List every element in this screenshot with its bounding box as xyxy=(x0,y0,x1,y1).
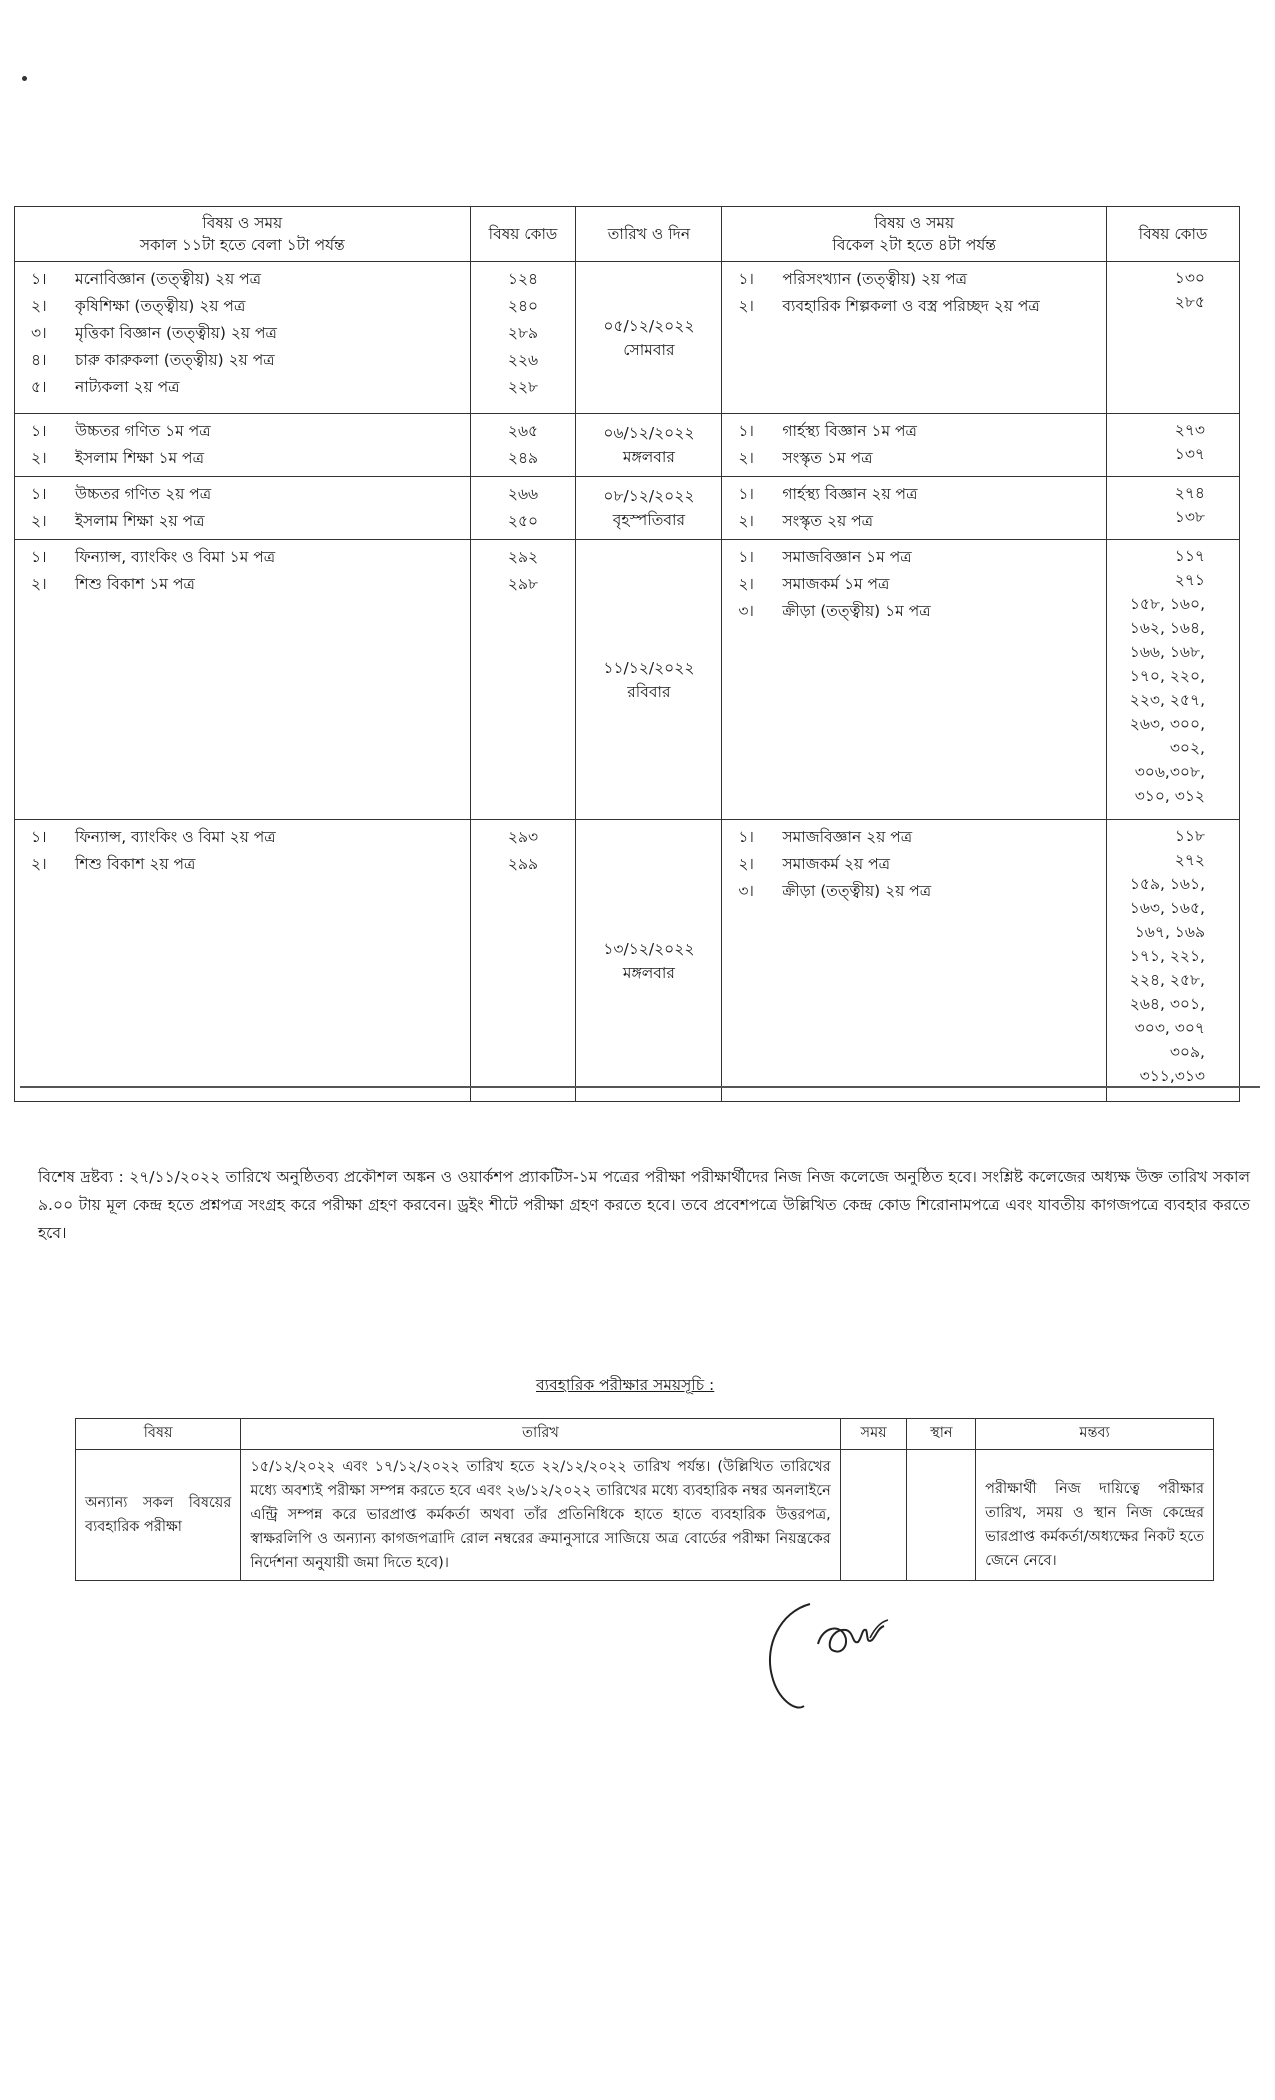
subject-name: শিশু বিকাশ ২য় পত্র xyxy=(75,854,196,873)
subject-code: ৩০৯, xyxy=(1169,1043,1205,1061)
item-number: ১। xyxy=(738,421,754,440)
subject-code: ২৯৩ xyxy=(507,828,539,846)
subject-code: ২৪৯ xyxy=(507,449,539,467)
scan-speck xyxy=(22,76,27,81)
header-code-left: বিষয় কোড xyxy=(470,207,576,262)
subject-code: ১১৭ xyxy=(1174,547,1205,565)
exam-date-cell xyxy=(576,477,722,540)
afternoon-subject-item xyxy=(722,293,1106,320)
item-number: ২। xyxy=(31,296,47,315)
schedule-row xyxy=(15,262,1240,414)
exam-day: রবিবার xyxy=(627,682,671,701)
exam-date: ১৩/১২/২০২২ xyxy=(603,939,695,958)
subject-name: ইসলাম শিক্ষা ২য় পত্র xyxy=(75,511,205,530)
subject-code: ১৩৮ xyxy=(1174,508,1205,526)
practical-exam-table xyxy=(75,1418,1214,1581)
item-number: ১। xyxy=(31,484,47,503)
item-number: ২। xyxy=(31,511,47,530)
subject-name: সংস্কৃত ১ম পত্র xyxy=(782,448,873,467)
subject-code: ৩১০, ৩১২ xyxy=(1134,787,1205,805)
morning-codes-cell xyxy=(470,540,576,820)
practical-time xyxy=(840,1450,907,1581)
item-number: ২। xyxy=(31,448,47,467)
subject-code: ২২৪, ২৫৮, xyxy=(1129,971,1205,989)
afternoon-subjects-cell xyxy=(722,262,1107,414)
morning-subject-item xyxy=(15,418,470,445)
subject-name: সমাজবিজ্ঞান ২য় পত্র xyxy=(782,827,913,846)
exam-date-cell xyxy=(576,540,722,820)
subject-code: ১৩০ xyxy=(1174,269,1205,287)
item-number: ১। xyxy=(738,484,754,503)
subject-name: উচ্চতর গণিত ১ম পত্র xyxy=(75,421,211,440)
subject-name: সমাজকর্ম ২য় পত্র xyxy=(782,854,890,873)
morning-subjects-cell xyxy=(15,262,471,414)
theory-exam-schedule-table xyxy=(14,206,1240,1102)
item-number: ১। xyxy=(31,421,47,440)
practical-header-date: তারিখ xyxy=(241,1419,840,1450)
header-afternoon-time: বিকেল ২টা হতে ৪টা পর্যন্ত xyxy=(832,236,996,254)
subject-code: ২৬৫ xyxy=(507,422,539,440)
item-number: ২। xyxy=(738,296,754,315)
subject-code: ২৯৮ xyxy=(507,575,539,593)
item-number: ২। xyxy=(31,854,47,873)
subject-name: ক্রীড়া (তত্ত্বীয়) ২য় পত্র xyxy=(782,881,932,900)
exam-day: বৃহস্পতিবার xyxy=(612,511,686,529)
afternoon-subjects-cell xyxy=(722,540,1107,820)
subject-code: ১৭০, ২২০, xyxy=(1129,667,1205,685)
morning-subject-item xyxy=(15,266,470,293)
header-afternoon-subject: বিষয় ও সময় xyxy=(874,214,955,232)
afternoon-codes-cell xyxy=(1107,540,1240,820)
header-morning-subject: বিষয় ও সময় xyxy=(202,214,283,232)
morning-subject-item xyxy=(15,508,470,535)
subject-code: ৩০৩, ৩০৭ xyxy=(1134,1019,1205,1037)
subject-code: ২৪০ xyxy=(507,297,539,315)
header-code-right: বিষয় কোড xyxy=(1107,207,1240,262)
item-number: ১। xyxy=(738,547,754,566)
item-number: ১। xyxy=(31,827,47,846)
subject-code: ২৬৪, ৩০১, xyxy=(1129,995,1205,1013)
subject-code: ১২৪ xyxy=(507,270,539,288)
exam-date-cell xyxy=(576,262,722,414)
subject-code: ২৯৯ xyxy=(507,855,539,873)
header-morning-time: সকাল ১১টা হতে বেলা ১টা পর্যন্ত xyxy=(139,236,345,254)
practical-header-row xyxy=(76,1419,1214,1450)
morning-codes-cell xyxy=(470,820,576,1102)
afternoon-subject-item xyxy=(722,851,1106,878)
item-number: ৪। xyxy=(31,350,47,369)
header-date-day: তারিখ ও দিন xyxy=(576,207,722,262)
subject-code: ১৫৯, ১৬১, xyxy=(1129,875,1205,893)
table-header-row xyxy=(15,207,1240,262)
practical-header-subject: বিষয় xyxy=(76,1419,241,1450)
item-number: ২। xyxy=(738,854,754,873)
subject-code: ৩১১,৩১৩ xyxy=(1139,1067,1205,1085)
exam-date-cell xyxy=(576,820,722,1102)
subject-name: ইসলাম শিক্ষা ১ম পত্র xyxy=(75,448,204,467)
morning-subjects-cell xyxy=(15,540,471,820)
subject-name: ফিন্যান্স, ব্যাংকিং ও বিমা ২য় পত্র xyxy=(75,827,276,846)
practical-place xyxy=(907,1450,976,1581)
subject-name: শিশু বিকাশ ১ম পত্র xyxy=(75,574,195,593)
subject-name: চারু কারুকলা (তত্ত্বীয়) ২য় পত্র xyxy=(75,350,275,369)
item-number: ৩। xyxy=(738,881,754,900)
subject-code: ২৯২ xyxy=(507,548,539,566)
practical-remarks: পরীক্ষার্থী নিজ দায়িত্বে পরীক্ষার তারিখ, সময় ও স্থান নিজ কেন্দ্রের ভারপ্রাপ্ত কর্মকর্তা/অধ্যক্ষের নিকট হতে জেনে নেবে। xyxy=(985,1481,1204,1569)
schedule-row xyxy=(15,820,1240,1102)
exam-day: সোমবার xyxy=(623,340,675,359)
morning-subject-item xyxy=(15,824,470,851)
morning-subject-item xyxy=(15,445,470,472)
subject-code: ৩০৬,৩০৮, xyxy=(1134,763,1205,781)
morning-codes-cell xyxy=(470,262,576,414)
item-number: ২। xyxy=(738,511,754,530)
afternoon-codes-cell xyxy=(1107,414,1240,477)
page-divider xyxy=(20,1086,1260,1088)
exam-day: মঙ্গলবার xyxy=(622,963,675,982)
item-number: ৩। xyxy=(738,601,754,620)
morning-subject-item xyxy=(15,481,470,508)
practical-subject: অন্যান্য সকল বিষয়ের ব্যবহারিক পরীক্ষা xyxy=(85,1495,232,1535)
subject-code: ২২৬ xyxy=(507,351,539,369)
exam-date: ১১/১২/২০২২ xyxy=(603,658,695,677)
item-number: ১। xyxy=(738,269,754,288)
signature-image xyxy=(762,1598,912,1718)
practical-subject-cell xyxy=(76,1450,241,1581)
exam-date: ০৬/১২/২০২২ xyxy=(603,424,695,442)
afternoon-codes-cell xyxy=(1107,477,1240,540)
subject-code: ১৭১, ২২১, xyxy=(1129,947,1205,965)
morning-subjects-cell xyxy=(15,414,471,477)
subject-name: পরিসংখ্যান (তত্ত্বীয়) ২য় পত্র xyxy=(782,269,968,288)
subject-code: ২৭৪ xyxy=(1174,484,1205,502)
subject-code: ১৬২, ১৬৪, xyxy=(1129,619,1205,637)
morning-codes-cell xyxy=(470,414,576,477)
morning-subject-item xyxy=(15,347,470,374)
schedule-row xyxy=(15,477,1240,540)
subject-code: ২৮৫ xyxy=(1174,293,1205,311)
item-number: ১। xyxy=(31,269,47,288)
practical-header-time: সময় xyxy=(840,1419,907,1450)
morning-subject-item xyxy=(15,571,470,598)
subject-code: ৩০২, xyxy=(1169,739,1205,757)
subject-code: ২৭২ xyxy=(1174,851,1205,869)
afternoon-subject-item xyxy=(722,445,1106,472)
exam-date-cell xyxy=(576,414,722,477)
schedule-row xyxy=(15,414,1240,477)
subject-name: সংস্কৃত ২য় পত্র xyxy=(782,511,874,530)
exam-date: ০৫/১২/২০২২ xyxy=(603,316,695,335)
subject-code: ১৫৮, ১৬০, xyxy=(1129,595,1205,613)
afternoon-subjects-cell xyxy=(722,820,1107,1102)
subject-code: ২৫০ xyxy=(507,512,539,530)
practical-date-cell xyxy=(241,1450,840,1581)
item-number: ১। xyxy=(31,547,47,566)
afternoon-subjects-cell xyxy=(722,414,1107,477)
subject-code: ২৭৩ xyxy=(1174,421,1205,439)
subject-name: সমাজকর্ম ১ম পত্র xyxy=(782,574,890,593)
item-number: ২। xyxy=(738,574,754,593)
subject-name: ক্রীড়া (তত্ত্বীয়) ১ম পত্র xyxy=(782,601,931,620)
morning-subject-item xyxy=(15,544,470,571)
exam-day: মঙ্গলবার xyxy=(622,448,675,466)
practical-header-remarks: মন্তব্য xyxy=(976,1419,1214,1450)
subject-name: ব্যবহারিক শিল্পকলা ও বস্ত্র পরিচ্ছদ ২য় পত্র xyxy=(782,296,1040,315)
afternoon-subject-item xyxy=(722,266,1106,293)
subject-code: ২৭১ xyxy=(1174,571,1205,589)
afternoon-subject-item xyxy=(722,508,1106,535)
subject-name: নাট্যকলা ২য় পত্র xyxy=(75,377,180,396)
subject-name: উচ্চতর গণিত ২য় পত্র xyxy=(75,484,212,503)
subject-code: ১৩৭ xyxy=(1174,445,1205,463)
subject-name: মনোবিজ্ঞান (তত্ত্বীয়) ২য় পত্র xyxy=(75,269,262,288)
afternoon-subject-item xyxy=(722,418,1106,445)
subject-name: গার্হস্থ্য বিজ্ঞান ২য় পত্র xyxy=(782,484,918,503)
item-number: ২। xyxy=(738,448,754,467)
afternoon-subject-item xyxy=(722,878,1106,905)
subject-name: গার্হস্থ্য বিজ্ঞান ১ম পত্র xyxy=(782,421,917,440)
afternoon-subject-item xyxy=(722,598,1106,625)
subject-code: ২২৩, ২৫৭, xyxy=(1129,691,1205,709)
morning-codes-cell xyxy=(470,477,576,540)
header-morning xyxy=(15,207,471,262)
morning-subject-item xyxy=(15,374,470,401)
subject-code: ১৬৬, ১৬৮, xyxy=(1129,643,1205,661)
practical-row xyxy=(76,1450,1214,1581)
afternoon-codes-cell xyxy=(1107,820,1240,1102)
afternoon-subject-item xyxy=(722,544,1106,571)
morning-subject-item xyxy=(15,320,470,347)
afternoon-codes-cell xyxy=(1107,262,1240,414)
subject-code: ২৬৩, ৩০০, xyxy=(1129,715,1205,733)
subject-code: ২২৮ xyxy=(507,378,539,396)
header-afternoon xyxy=(722,207,1107,262)
subject-code: ১১৮ xyxy=(1174,827,1205,845)
subject-code: ২৮৯ xyxy=(507,324,539,342)
morning-subjects-cell xyxy=(15,820,471,1102)
subject-name: কৃষিশিক্ষা (তত্ত্বীয়) ২য় পত্র xyxy=(75,296,246,315)
morning-subjects-cell xyxy=(15,477,471,540)
afternoon-subject-item xyxy=(722,481,1106,508)
subject-name: ফিন্যান্স, ব্যাংকিং ও বিমা ১ম পত্র xyxy=(75,547,276,566)
morning-subject-item xyxy=(15,851,470,878)
afternoon-subjects-cell xyxy=(722,477,1107,540)
subject-name: সমাজবিজ্ঞান ১ম পত্র xyxy=(782,547,912,566)
practical-remarks-cell xyxy=(976,1450,1214,1581)
item-number: ১। xyxy=(738,827,754,846)
morning-subject-item xyxy=(15,293,470,320)
subject-code: ২৬৬ xyxy=(507,485,539,503)
subject-code: ১৬৭, ১৬৯ xyxy=(1134,923,1205,941)
practical-header-place: স্থান xyxy=(907,1419,976,1450)
subject-code: ১৬৩, ১৬৫, xyxy=(1129,899,1205,917)
afternoon-subject-item xyxy=(722,824,1106,851)
subject-name: মৃত্তিকা বিজ্ঞান (তত্ত্বীয়) ২য় পত্র xyxy=(75,323,277,342)
item-number: ৩। xyxy=(31,323,47,342)
exam-date: ০৮/১২/২০২২ xyxy=(603,487,695,505)
practical-schedule-title: ব্যবহারিক পরীক্ষার সময়সূচি : xyxy=(536,1376,715,1394)
item-number: ২। xyxy=(31,574,47,593)
schedule-row xyxy=(15,540,1240,820)
practical-date-text: ১৫/১২/২০২২ এবং ১৭/১২/২০২২ তারিখ হতে ২২/১২/২০২২ তারিখ পর্যন্ত। (উল্লিখিত তারিখের মধ্যে অবশ্যই পরীক্ষা সম্পন্ন করতে হবে এবং ২৬/১২/২০২২ তারিখের মধ্যে ব্যবহারিক নম্বর অনলাইনে এন্ট্রি সম্পন্ন করে ভারপ্রাপ্ত কর্মকর্তা অথবা তাঁর প্রতিনিধিকে হাতে হাতে ব্যবহারিক উত্তরপত্র, স্বাক্ষরলিপি ও অন্যান্য কাগজপত্রাদি রোল নম্বরের ক্রমানুসারে সাজিয়ে অত্র বোর্ডের পরীক্ষা নিয়ন্ত্রকের নির্দেশনা অনুযায়ী জমা দিতে হবে)। xyxy=(250,1459,831,1571)
special-note: বিশেষ দ্রষ্টব্য : ২৭/১১/২০২২ তারিখে অনুষ্ঠিতব্য প্রকৌশল অঙ্কন ও ওয়ার্কশপ প্র্যাকটিস-১ম পত্রের পরীক্ষা পরীক্ষার্থীদের নিজ নিজ কলেজে অনুষ্ঠিত হবে। সংশ্লিষ্ট কলেজের অধ্যক্ষ উক্ত তারিখ সকাল ৯.০০ টায় মূল কেন্দ্র হতে প্রশ্নপত্র সংগ্রহ করে পরীক্ষা গ্রহণ করবেন। ড্রইং শীটে পরীক্ষা গ্রহণ করতে হবে। তবে প্রবেশপত্রে উল্লিখিত কেন্দ্র কোড শিরোনামপত্রে এবং যাবতীয় কাগজপত্রে ব্যবহার করতে হবে। xyxy=(38,1168,1250,1242)
afternoon-subject-item xyxy=(722,571,1106,598)
item-number: ৫। xyxy=(31,377,47,396)
